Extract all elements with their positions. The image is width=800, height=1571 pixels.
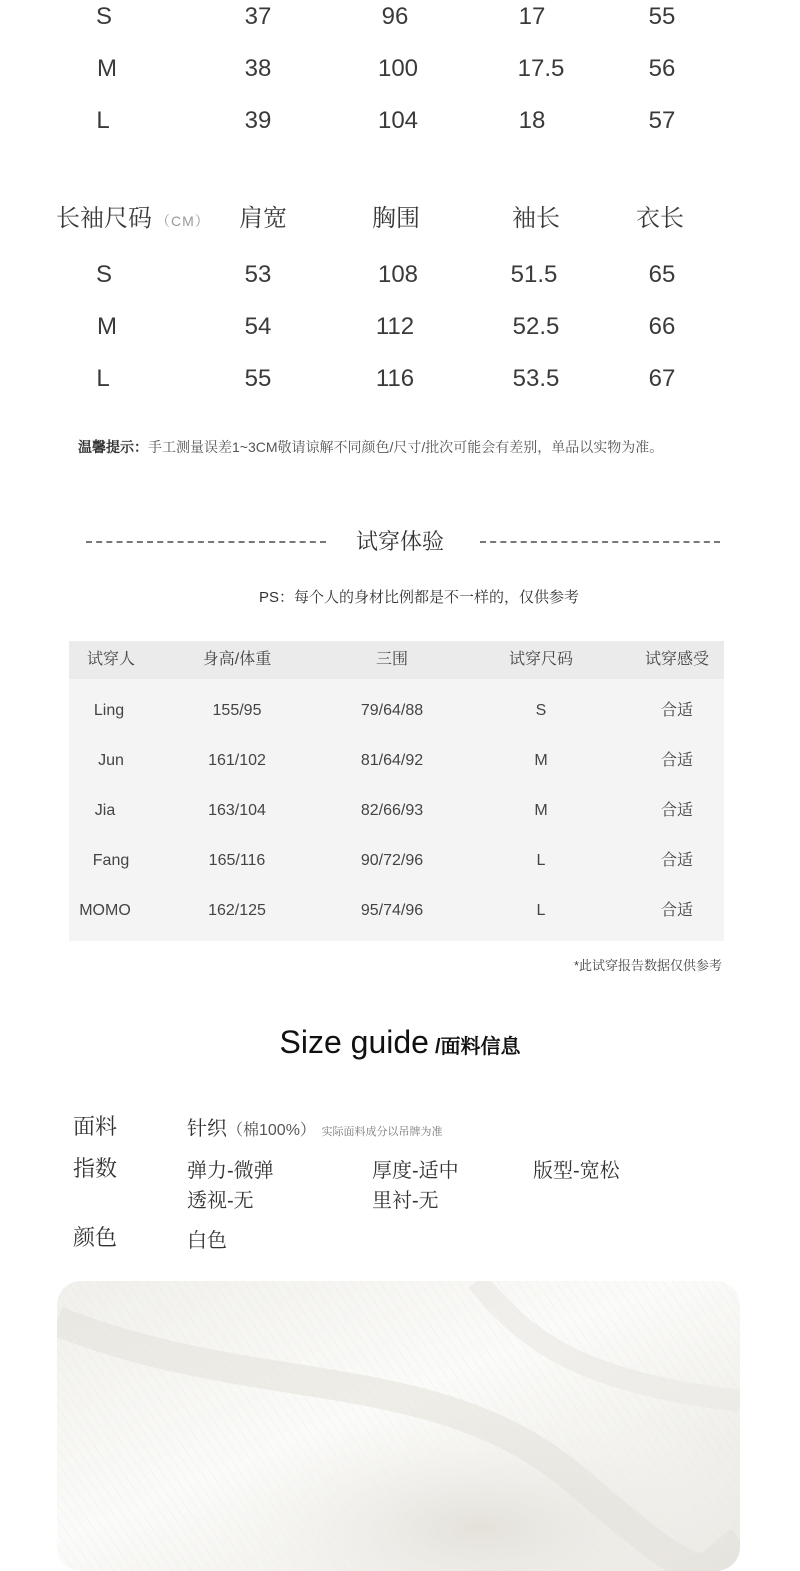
- length-cell: 66: [648, 313, 676, 340]
- long-size-title-text: 长袖尺码: [56, 205, 152, 232]
- material-value: [187, 1112, 443, 1141]
- header-length: 衣长: [636, 205, 684, 232]
- table-header: [0, 199, 800, 239]
- fabric-texture-image: [57, 1281, 740, 1571]
- measurements: 90/72/96: [360, 852, 424, 869]
- trial-size: L: [536, 852, 546, 869]
- material-name: 针织: [187, 1118, 227, 1140]
- shoulder-cell: 38: [244, 55, 272, 82]
- size-cell: L: [96, 107, 110, 134]
- size-guide-title: Size guide: [279, 1024, 429, 1060]
- dashed-divider-right: [480, 541, 720, 543]
- feeling: 合适: [660, 752, 693, 769]
- feeling: 合适: [660, 902, 693, 919]
- height-weight: 155/95: [212, 702, 262, 719]
- size-guide-heading: [0, 1024, 800, 1061]
- measurements: 79/64/88: [360, 702, 424, 719]
- sleeve-cell: 51.5: [510, 261, 558, 288]
- header-measurements: 三围: [375, 651, 408, 668]
- tester-name: MOMO: [79, 902, 131, 919]
- chest-cell: 112: [375, 313, 415, 340]
- trial-size: L: [536, 902, 546, 919]
- height-weight: 163/104: [208, 802, 266, 819]
- trial-size: M: [534, 802, 548, 819]
- table-row: [0, 49, 800, 89]
- trial-report-note: *此试穿报告数据仅供参考: [573, 958, 722, 973]
- chest-cell: 108: [377, 261, 419, 288]
- index-label: 指数: [73, 1156, 118, 1181]
- length-cell: 67: [648, 365, 676, 392]
- length-cell: 57: [648, 107, 676, 134]
- material-detail: （棉100%）: [227, 1122, 316, 1139]
- header-feeling: 试穿感受: [644, 651, 709, 668]
- length-cell: 55: [648, 3, 676, 30]
- shoulder-cell: 54: [244, 313, 272, 340]
- table-row: [0, 101, 800, 141]
- table-row: [69, 836, 724, 886]
- feeling: 合适: [660, 852, 693, 869]
- length-cell: 65: [648, 261, 676, 288]
- size-cell: L: [96, 365, 110, 392]
- table-row: [0, 307, 800, 347]
- table-row: [69, 786, 724, 836]
- header-shoulder: 肩宽: [239, 205, 287, 232]
- lining-value: 里衬-无: [372, 1190, 439, 1212]
- length-cell: 56: [648, 55, 676, 82]
- size-cell: M: [97, 55, 117, 82]
- color-label: 颜色: [73, 1225, 118, 1250]
- trial-title: 试穿体验: [355, 529, 444, 554]
- trial-size: M: [534, 752, 548, 769]
- shoulder-cell: 55: [244, 365, 272, 392]
- height-weight: 162/125: [208, 902, 266, 919]
- material-note: 实际面料成分以吊牌为准: [321, 1126, 443, 1138]
- sleeve-cell: 53.5: [512, 365, 560, 392]
- shoulder-cell: 39: [244, 107, 272, 134]
- tester-name: Jia: [94, 802, 116, 819]
- chest-cell: 116: [375, 365, 415, 392]
- tester-name: Fang: [92, 852, 130, 869]
- chest-cell: 96: [381, 3, 409, 30]
- measurements: 95/74/96: [360, 902, 424, 919]
- sleeve-cell: 17.5: [517, 55, 565, 82]
- material-label: 面料: [73, 1114, 118, 1139]
- tip-text: 手工测量误差1~3CM敬请谅解不同颜色/尺寸/批次可能会有差别，单品以实物为准。: [148, 439, 664, 455]
- sleeve-cell: 17: [518, 3, 546, 30]
- table-row: [0, 255, 800, 295]
- sleeve-cell: 18: [518, 107, 546, 134]
- measurements: 81/64/92: [360, 752, 424, 769]
- transparency-value: 透视-无: [187, 1190, 254, 1212]
- tip-label: 温馨提示：: [78, 439, 148, 455]
- table-row: [0, 359, 800, 399]
- trial-table: [69, 641, 724, 941]
- header-chest: 胸围: [372, 205, 420, 232]
- chest-cell: 100: [377, 55, 419, 82]
- header-trial-size: 试穿尺码: [508, 651, 573, 668]
- size-cell: S: [95, 3, 112, 30]
- tester-name: Ling: [93, 702, 125, 719]
- fit-value: 版型-宽松: [533, 1160, 620, 1182]
- fabric-texture-drawing: [57, 1281, 740, 1571]
- measurements: 82/66/93: [360, 802, 424, 819]
- feeling: 合适: [660, 702, 693, 719]
- measurement-tip: [78, 437, 663, 457]
- trial-size: S: [535, 702, 547, 719]
- dashed-divider-left: [86, 541, 326, 543]
- chest-cell: 104: [377, 107, 419, 134]
- table-row: [69, 686, 724, 736]
- thickness-value: 厚度-适中: [372, 1160, 459, 1182]
- long-size-title: [56, 199, 210, 241]
- header-tester: 试穿人: [86, 651, 135, 668]
- feeling: 合适: [660, 802, 693, 819]
- header-height-weight: 身高/体重: [202, 651, 272, 668]
- size-cell: M: [97, 313, 117, 340]
- table-row: [0, 0, 800, 37]
- color-value: 白色: [187, 1230, 227, 1252]
- height-weight: 165/116: [208, 852, 266, 869]
- shoulder-cell: 37: [244, 3, 272, 30]
- size-guide-subtitle: /面料信息: [434, 1036, 521, 1058]
- header-sleeve: 袖长: [512, 205, 560, 232]
- tester-name: Jun: [98, 752, 124, 769]
- table-row: [69, 886, 724, 936]
- shoulder-cell: 53: [244, 261, 272, 288]
- elasticity-value: 弹力-微弹: [187, 1160, 274, 1182]
- sleeve-cell: 52.5: [512, 313, 560, 340]
- trial-table-header: [69, 641, 724, 679]
- unit-label: （CM）: [156, 213, 210, 229]
- height-weight: 161/102: [208, 752, 266, 769]
- trial-section-title: [0, 524, 800, 560]
- table-row: [69, 736, 724, 786]
- size-cell: S: [95, 261, 112, 288]
- trial-ps-note: PS：每个人的身材比例都是不一样的，仅供参考: [258, 589, 579, 606]
